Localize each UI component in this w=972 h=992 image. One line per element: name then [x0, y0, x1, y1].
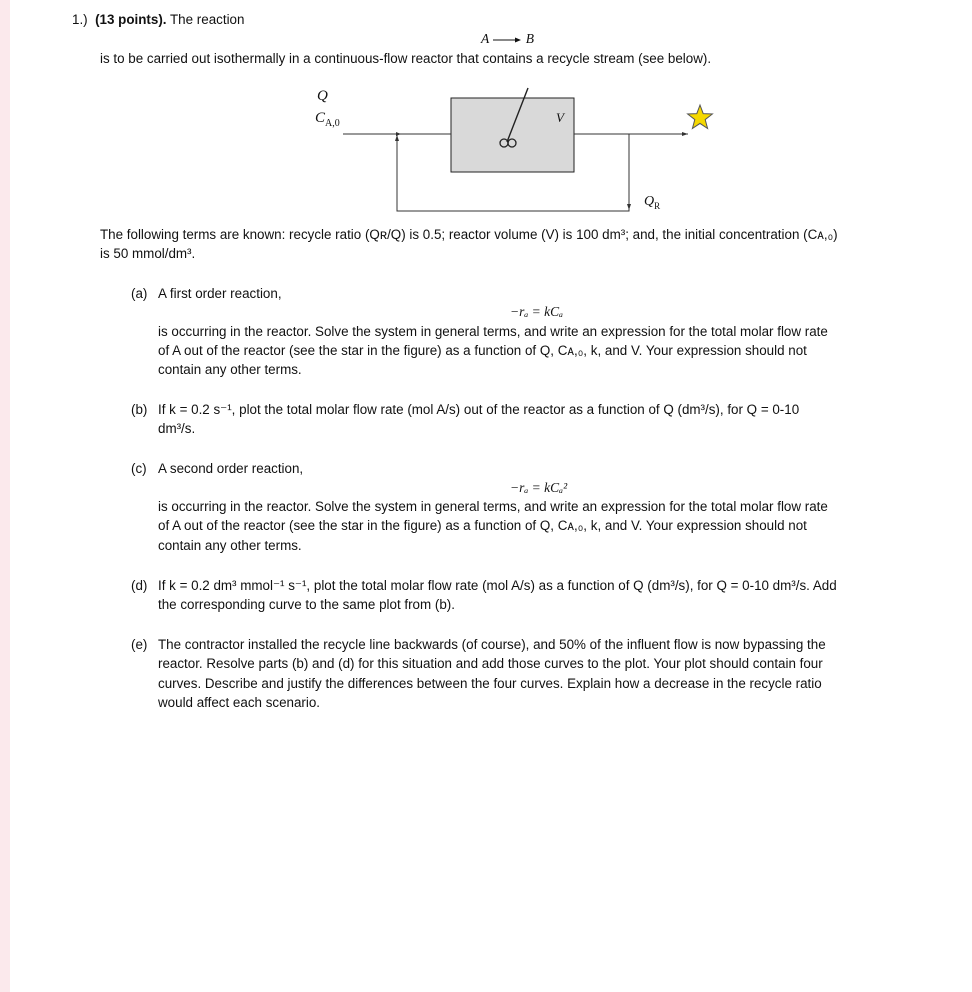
reaction-equation [481, 31, 534, 47]
reaction-product: B [525, 31, 535, 46]
part-e-line: reactor. Resolve parts (b) and (d) for this situation and add those curves to the plot. Your plot should contain four [158, 656, 823, 671]
part-c-line: of A out of the reactor (see the star in the figure) as a function of Q, Cᴀ,₀, k, and V. Your expression should not [158, 518, 807, 533]
part-e-line: The contractor installed the recycle line backwards (of course), and 50% of the influent flow is now bypassing the [158, 637, 826, 652]
part-e-line: would affect each scenario. [158, 695, 321, 710]
knowns-line-2: is 50 mmol/dm³. [100, 246, 196, 261]
part-a-line: of A out of the reactor (see the star in the figure) as a function of Q, Cᴀ,₀, k, and V. Your expression should not [158, 343, 807, 358]
part-a-title: A first order reaction, [158, 286, 282, 301]
flow-label: Q [317, 88, 328, 104]
part-e-line: curves. Describe and justify the differences between the four curves. Explain how a decrease in the recycle ratio [158, 676, 822, 691]
reaction-arrow-icon [492, 35, 522, 45]
part-c-equation: −rₐ = kCₐ² [510, 480, 568, 495]
part-c-label: (c) [131, 461, 147, 476]
part-a-equation: −rₐ = kCₐ [510, 304, 564, 319]
knowns-line-1: The following terms are known: recycle ratio (Qʀ/Q) is 0.5; reactor volume (V) is 100 dm³; and, the initial concentration (Cᴀ,₀) [100, 227, 838, 242]
part-b-line: If k = 0.2 s⁻¹, plot the total molar flow rate (mol A/s) out of the reactor as a function of Q (dm³/s), for Q = 0-10 [158, 402, 800, 417]
part-d-line: If k = 0.2 dm³ mmol⁻¹ s⁻¹, plot the total molar flow rate (mol A/s) as a function of Q (dm³/s), for Q = 0-10 dm³/s. Add [158, 578, 837, 593]
recycle-flow-label: $Q_R$ [644, 194, 661, 211]
reactor-volume-label: V [556, 110, 564, 125]
problem-intro: The reaction [170, 12, 245, 27]
part-c-title: A second order reaction, [158, 461, 304, 476]
part-c-line: is occurring in the reactor. Solve the system in general terms, and write an expression for the total molar flow rate [158, 499, 828, 514]
part-d-line: the corresponding curve to the same plot from (b). [158, 597, 455, 612]
problem-header [72, 12, 244, 27]
star-icon [688, 105, 713, 129]
part-c-line: contain any other terms. [158, 538, 302, 553]
inlet-concentration-label: $C_{A,0}$ [315, 110, 340, 129]
problem-number: 1.) [72, 12, 88, 27]
problem-points: (13 points). [95, 12, 167, 27]
part-a-line: contain any other terms. [158, 362, 302, 377]
problem-statement: is to be carried out isothermally in a continuous-flow reactor that contains a recycle stream (see below). [100, 51, 712, 66]
part-a-line: is occurring in the reactor. Solve the system in general terms, and write an expression for the total molar flow rate [158, 324, 828, 339]
reaction-reactant: A [481, 31, 490, 46]
part-e-label: (e) [131, 637, 148, 652]
part-b-line: dm³/s. [158, 421, 196, 436]
part-a-label: (a) [131, 286, 148, 301]
part-b-label: (b) [131, 402, 148, 417]
part-d-label: (d) [131, 578, 148, 593]
